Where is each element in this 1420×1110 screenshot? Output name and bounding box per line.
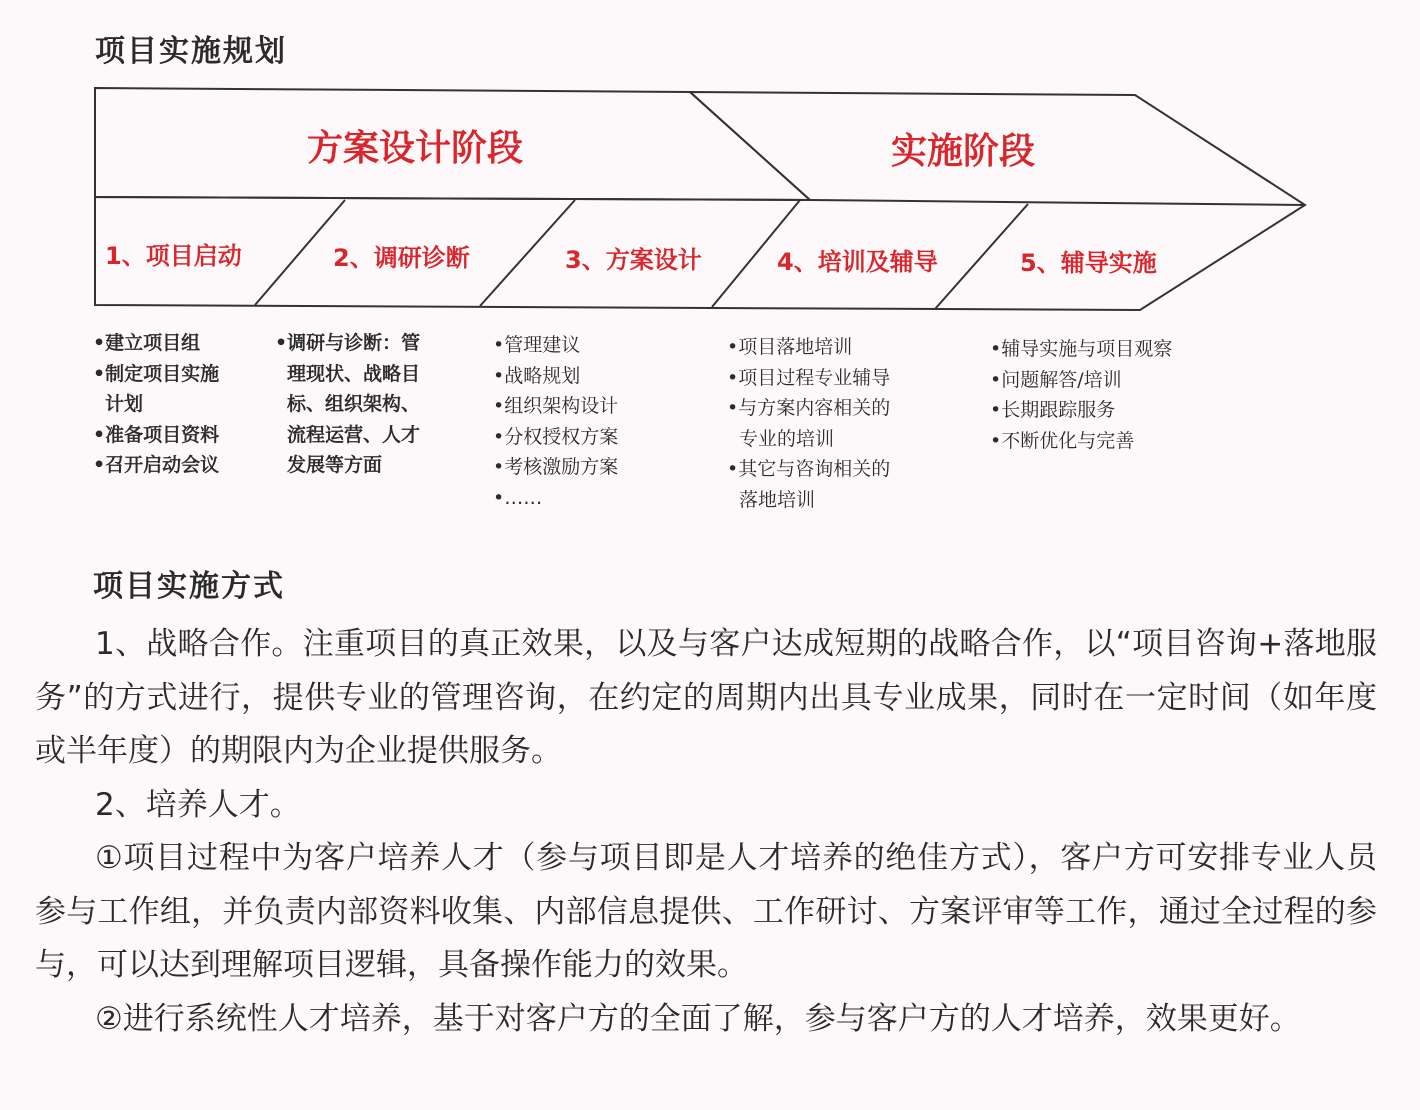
list-item: •考核激励方案 (493, 456, 619, 478)
list-item: 理现状、战略目 (287, 362, 421, 385)
list-item: •其它与咨询相关的 (727, 458, 891, 480)
step-label: 5、辅导实施 (1020, 249, 1157, 277)
list-item: •长期跟踪服务 (990, 399, 1116, 421)
list-item: •召开启动会议 (93, 454, 220, 476)
list-item: •辅导实施与项目观察 (990, 338, 1173, 360)
step-4-items (727, 332, 890, 515)
band-divider (810, 200, 1305, 205)
list-item: •项目落地培训 (727, 336, 853, 358)
list-item: •战略规划 (493, 364, 581, 387)
list-item: 标、组织架构、 (287, 393, 421, 415)
phase-label-design: 方案设计阶段 (306, 128, 524, 169)
step-divider (480, 200, 575, 306)
step-2-items (275, 328, 420, 481)
phase-diagram (0, 0, 1420, 330)
list-item: •组织架构设计 (493, 395, 619, 417)
method-body (35, 618, 1377, 1046)
list-item: 落地培训 (739, 488, 816, 511)
paragraph: 2、培养人才。 (95, 786, 301, 823)
section-heading-method: 项目实施方式 (93, 569, 285, 604)
step-1-items (93, 328, 219, 481)
list-item: 专业的培训 (739, 427, 835, 450)
step-label: 4、培训及辅导 (777, 248, 938, 276)
list-item: •…… (493, 486, 543, 509)
list-item: •不断优化与完善 (990, 429, 1135, 452)
list-item: •与方案内容相关的 (727, 397, 891, 419)
step-5-items (990, 334, 1172, 456)
list-item: •制定项目实施 (93, 362, 220, 385)
step-3-items (493, 330, 618, 513)
list-item: •准备项目资料 (93, 423, 220, 446)
step-label: 1、项目启动 (105, 242, 242, 270)
section-heading-plan: 项目实施规划 (95, 34, 287, 69)
list-item: 发展等方面 (287, 454, 383, 476)
step-label: 2、调研诊断 (333, 244, 470, 272)
list-item: •调研与诊断：管 (275, 332, 421, 354)
step-label: 3、方案设计 (565, 246, 702, 274)
step-divider (255, 200, 345, 305)
implement-phase-band (95, 92, 1305, 310)
list-item: •项目过程专业辅导 (727, 366, 891, 389)
paragraph: ①项目过程中为客户培养人才（参与项目即是人才培养的绝佳方式），客户方可安排专业人员参与工作组，并负责内部资料收集、内部信息提供、工作研讨、方案评审等工作，通过全过程的参与，可以达到理解项目逻辑，具备操作能力的效果。 (35, 840, 1377, 983)
paragraph: 1、战略合作。注重项目的真正效果，以及与客户达成短期的战略合作，以“项目咨询+落地服务”的方式进行，提供专业的管理咨询，在约定的周期内出具专业成果，同时在一定时间（如年度或半年度）的期限内为企业提供服务。 (35, 626, 1377, 769)
phase-label-implement: 实施阶段 (890, 131, 1036, 172)
step-divider (935, 204, 1028, 309)
list-item: •分权授权方案 (493, 425, 619, 448)
list-item: •管理建议 (493, 334, 581, 356)
list-item: 流程运营、人才 (287, 423, 421, 446)
list-item: •问题解答/培训 (990, 368, 1122, 391)
list-item: •建立项目组 (93, 332, 201, 354)
paragraph: ②进行系统性人才培养，基于对客户方的全面了解，参与客户方的人才培养，效果更好。 (95, 1000, 1301, 1037)
list-item: 计划 (105, 393, 144, 415)
